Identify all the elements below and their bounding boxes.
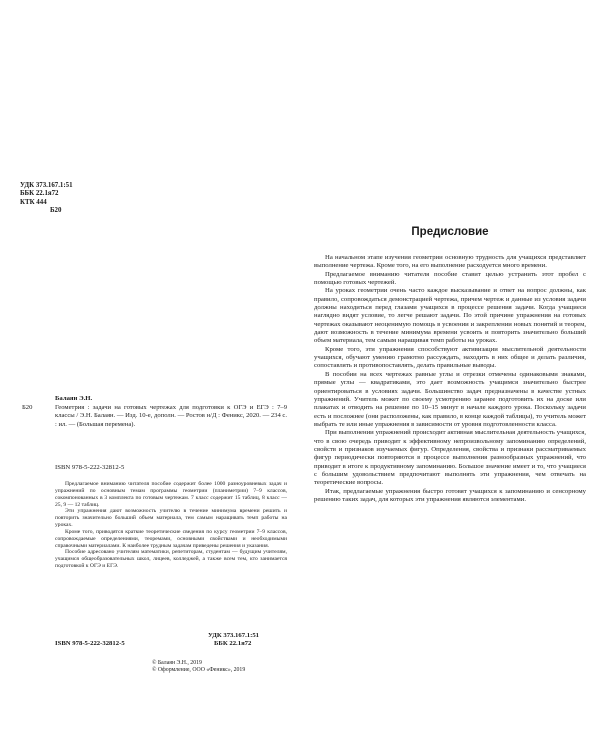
catalog-codes <box>20 182 73 215</box>
annotation-paragraph: Эти упражнения дают возможность учителю в течение минимума времени решить и повторить значительно больший объем материала, тем самым наращивать темп работы на уроках. <box>55 508 287 529</box>
author-name: Балаян Э.Н. <box>55 395 93 402</box>
right-page <box>300 0 600 750</box>
udc-code-bottom: УДК 373.167.1:51 <box>208 632 260 639</box>
annotation-paragraph: Пособие адресовано учителям математики, репетиторам, студентам — будущим учителям, учащимся общеобразовательных школ, лицеев, колледжей, а также всем тем, кто занимается подготовкой к ОГЭ и ЕГЭ. <box>55 549 287 570</box>
preface-paragraph: В пособии на всех чертежах равные углы и отрезки отмечены одинаковыми знаками, прямые углы — квадратиками, это дает возможность учащимся значительно быстрее ориентироваться в условиях задачи. Большинство задач предназначены в качестве устных упражнений. Учитель может по своему усмотрению заранее подготовить их на доске или плакатах и отводить на решение по 10–15 минут в начале каждого урока. Поскольку задачи есть и посложнее (они расположены, как правило, в конце каждой таблицы), то учитель может выбрать те или иные упражнения в зависимости от уровня подготовленности класса. <box>314 370 586 428</box>
copyright-author: © Балаян Э.Н., 2019 <box>152 660 202 666</box>
catalog-codes-bottom <box>208 632 259 649</box>
preface-paragraph: На начальном этапе изучения геометрии основную трудность для учащихся представляет выполнение чертежа. Кроме того, на его выполнение расходуется много времени. <box>314 254 586 270</box>
book-code: Б20 <box>22 404 33 411</box>
bibliographic-description: Геометрия : задачи на готовых чертежах для подготовки к ОГЭ и ЕГЭ : 7–9 классы / Э.Н. Балаян. — Изд. 10-е, дополн. — Ростов н/Д : Феникс, 2020. — 234 с. : ил. — (Большая перемена). <box>55 404 287 428</box>
preface-paragraph: Кроме того, эти упражнения способствуют активизации мыслительной деятельности учащихся, обучают умению грамотно рассуждать, находить в них общее и делать различия, сопоставлять и противопоставлять, делать правильные выводы. <box>314 345 586 370</box>
ktk-code: КТК 444 <box>20 198 47 206</box>
preface-paragraph: При выполнении упражнений происходит активная мыслительная деятельность учащихся, что в свою очередь приводит к эффективному непроизвольному запоминанию определений, свойств и признаков изучаемых фигур. Определения, свойства и признаки рассматриваемых фигур периодически повторяются в процессе выполнения разнообразных упражнений, что приводит в итоге к продуктивному запоминанию. Большое значение имеет и то, что учащиеся с большим удовольствием предпочитают выполнять эти упражнения, чем отвечать на теоретические вопросы. <box>314 429 586 487</box>
isbn-bottom: ISBN 978-5-222-32812-5 <box>55 640 125 647</box>
annotation-paragraph: Кроме того, приводятся краткие теоретические сведения по курсу геометрии 7–9 классов, сопровождаемые определениями, теоремами, основными свойствами и необходимыми справочными материалами. К наиболее трудным задачам приведены решения и указания. <box>55 528 287 549</box>
annotation <box>55 481 287 570</box>
preface-title: Предисловие <box>411 226 489 238</box>
udc-code: УДК 373.167.1:51 <box>20 182 73 189</box>
preface-paragraph: На уроках геометрии очень часто каждое высказывание и ответ на вопрос должны, как правило, сопровождаться демонстрацией чертежа, причем чертеж и данные из условия задачи должны находиться перед глазами учащихся в процессе решения задачи. Когда учащиеся наглядно видят условие, то легче решают задачи. По этой причине упражнения на готовых чертежах оказывают неоценимую помощь в усвоении и закреплении новых понятий и теорем, дают возможность в течение минимума времени усвоить и повторить значительно больший объем материала, тем самым наращивая темп работы на уроках. <box>314 287 586 345</box>
preface-paragraph: Предлагаемое вниманию читателя пособие ставит целью устранить этот пробел с помощью готовых чертежей. <box>314 270 586 287</box>
preface-body <box>314 254 586 504</box>
copyright <box>152 660 245 674</box>
isbn-top: ISBN 978-5-222-32812-5 <box>55 464 125 471</box>
bbk-code: ББК 22.1я72 <box>20 190 59 198</box>
preface-paragraph: Итак, предлагаемые упражнения быстро готовят учащихся к запоминанию и сенсорному решению таких задач, для которых эти упражнения являются элементами. <box>314 487 586 503</box>
annotation-paragraph: Предлагаемое вниманию читателя пособие содержит более 1000 разноуровневых задач и упражнений по основным темам программы геометрии (планиметрии) 7–9 классов, сокомпонованных в 3 комплекта по готовым чертежам. 7 класс содержит 15 таблиц, 8 класс — 25, 9 — 12 таблиц. <box>55 481 287 508</box>
bbk-code-bottom: ББК 22.1я72 <box>214 640 252 648</box>
copyright-publisher: © Оформление, ООО «Феникс», 2019 <box>152 667 246 674</box>
author-mark: Б20 <box>50 206 62 214</box>
